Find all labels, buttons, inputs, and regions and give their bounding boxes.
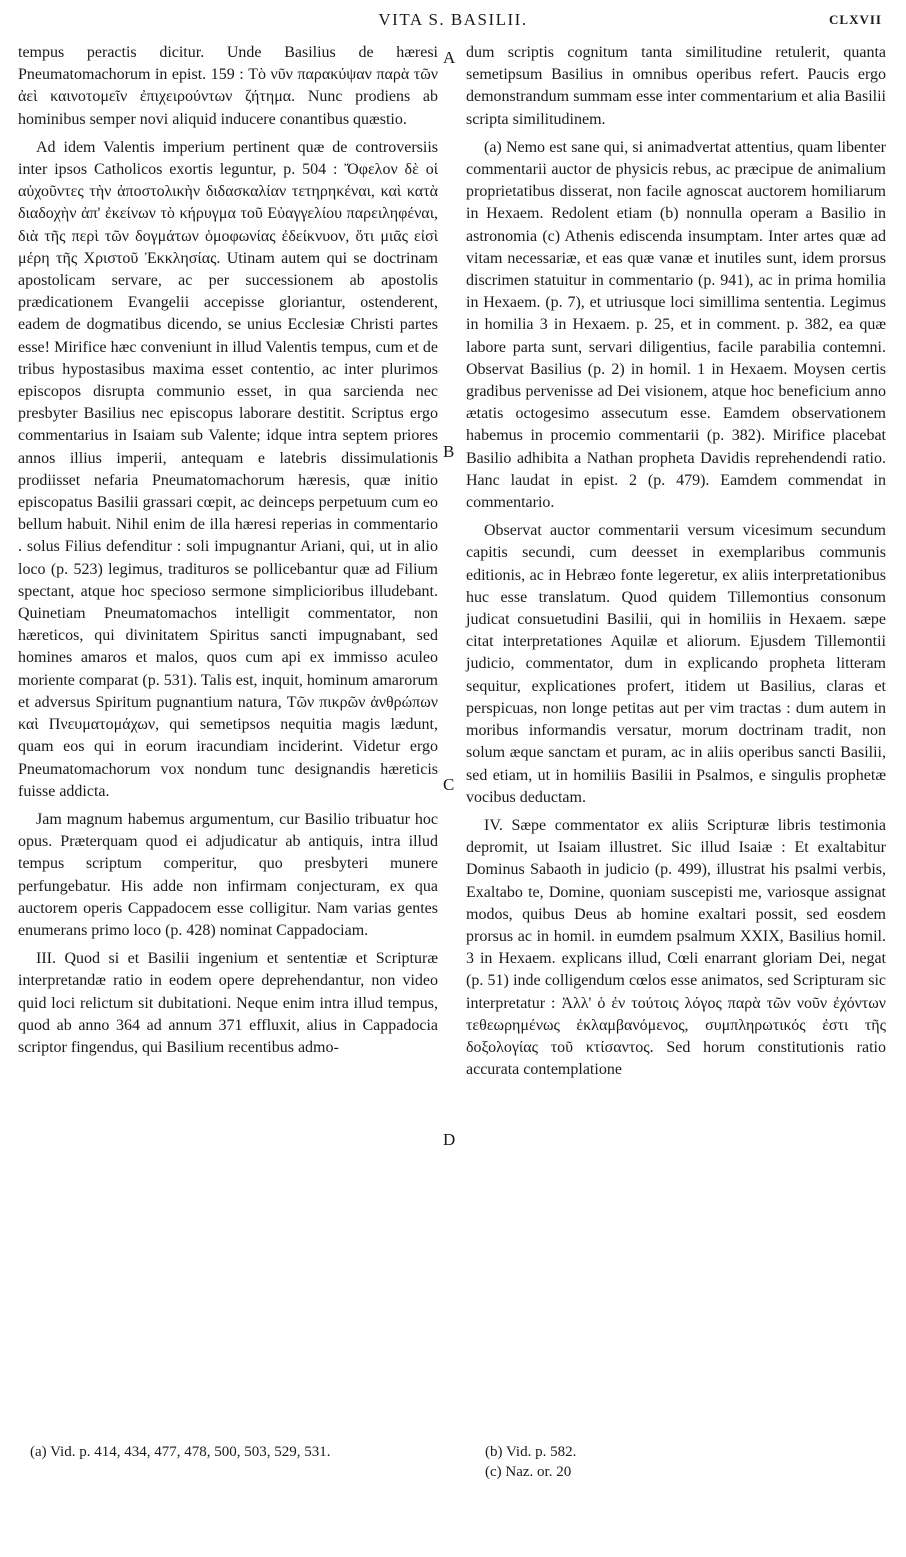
footnote: (a) Vid. p. 414, 434, 477, 478, 500, 503, 529, 531. [30, 1444, 331, 1460]
margin-letter-c: C [443, 775, 455, 794]
paragraph: tempus peractis dicitur. Unde Basilius de hæresi Pneumatomachorum in epist. 159 : Τὸ νῦν παρακύψαν παρὰ τῶν ἀεὶ καινοτομεῖν ἐπιχειρούντων ζήτημα. Nunc prodiens ab hominibus semper novi aliquid inducere conantibus quæstio. [18, 44, 438, 128]
page-title: VITA S. BASILII. [378, 10, 528, 29]
paragraph: Observat auctor commentarii versum vicesimum secundum capitis secundi, cum deesset in exemplaribus communis editionis, ac in Hebræo fonte legeretur, ex aliis interpretationibus huc esse translatum. Quod quidem Tillemontius consonum judicat consuetudini Basilii, qui in homiliis in Hexaem. sæpe citat interpretationes Aquilæ et aliorum. Ejusdem Tillemontii judicio, commentator, dum in explicando propheta litteram sequitur, explicationes profert, itidem ut Basilius, claras et perspicuas, non longe petitas aut per vim tractas : dum autem in moribus informandis versatur, morum doctrinam tradit, non solum æque sanctam et puram, ac in aliis operibus sancti Basilii, sed etiam, ut in homiliis Basilii in Psalmos, e singulis prophetæ vocibus deductam. [466, 522, 886, 806]
paragraph: Jam magnum habemus argumentum, cur Basilio tribuatur hoc opus. Præterquam quod ei adjudicatur ab antiquis, intra illud tempus scriptum comperitur, quo presbyteri munere perfungebatur. His adde non infirmam conjecturam, ex qua auctorem operis Cappadocem esse colligitur. Nam varias gentes enumerans primo loco (p. 428) nominat Cappadociam. [18, 810, 438, 939]
paragraph: IV. Sæpe commentator ex aliis Scripturæ libris testimonia depromit, ut Isaiam illustret. Sic illud Isaiæ : Et exaltabitur Dominus Sabaoth in judicio (p. 499), illustrat his psalmi verbis, Exaltabo te, Domine, quoniam suscepisti me, variosque assignat modos, quibus Deus ab homine exaltari possit, sed eosdem prorsus ac in homil. in eumdem psalmum XXIX, Basilius homil. 3 in Hexaem. explicans illud, Cœli enarrant gloriam Dei, negat (p. 51) inde colligendum cœlos esse animatos, sed Scripturam sic interpretatur : Ἀλλ' ὁ ἐν τούτοις λόγος παρὰ τῶν νοῦν ἐχόντων τεθεωρημένως ἐκλαμβανόμενος, συμπληρωτικός ἐστι τῆς δοξολογίας τοῦ κτίσαντος. Sed horum constitutionis ratio accurata contemplatione [466, 816, 886, 1079]
running-header [0, 10, 906, 40]
right-column [466, 42, 886, 1087]
left-column [18, 42, 438, 1065]
footnotes-right [485, 1442, 785, 1482]
page-number: CLXVII [829, 12, 882, 27]
paragraph: dum scriptis cognitum tanta similitudine retulerit, quanta semetipsum Basilius in omnibus operibus refert. Paucis ergo demonstrandum summam esse inter commentarium et alia Basilii scripta similitudinem. [466, 44, 886, 128]
paragraph: Ad idem Valentis imperium pertinent quæ de controversiis inter ipsos Catholicos exortis leguntur, p. 504 : Ὄφελον δὲ οἱ αὐχοῦντες τὴν ἀποστολικὴν διδασκαλίαν τετηρηκέναι, καὶ κατὰ διαδοχὴν ἀπ' ἐκείνων τὸ κήρυγμα τοῦ Εὐαγγελίου παρειληφέναι, διὰ τῆς περὶ τῶν δογμάτων ὁμοφωνίας ἐδείκνυον, ὅτι μιᾶς εἰσὶ μέρη τῆς Χριστοῦ Ἐκκλησίας. Utinam autem qui se doctrinam apostolicam servare, ac per successionem ab apostolis prædicationem Evangelii accepisse gloriantur, ostenderent, eadem de dogmatibus dicendo, se unius Ecclesiæ Christi partes esse! Mirifice hæc conveniunt in illud Valentis tempus, cum et de tribus hypostasibus maxima esset contentio, ac inter plurimos episcopos disrupta communio esset, in qua sarcienda nec presbyter Basilius nec episcopus laborare destitit. Scriptus ergo commentarius in Isaiam sub Valente; idque intra septem priores annos illius imperii, antequam e latebris dissimulationis prodiisset nefaria Pneumatomachorum hæresis, quæ initio episcopatus Basilii grassari cœpit, ac deinceps perpetuum cum eo bellum habuit. Nihil enim de illa hæresi reperias in commentario . solus Filius defenditur : soli impugnantur Ariani, qui, ut in alio loco (p. 523) legimus, tradituros se pollicebantur quæ ad Filium spectant, atque hoc specioso sermone simplicioribus illudebant. Quinetiam Pneumatomachos intelligit commentator, non hæreticos, qui divinitatem Spiritus sancti impugnabant, sed homines amaros et malos, quos cum api ex immisso aculeo moriente comparat (p. 531). Talis est, inquit, hominum amarorum et adversus Spiritum pugnantium natura, Τῶν πικρῶν ἀνθρώπων καὶ Πνευματομάχων, qui semetipsos nequitia magis lædunt, quam eos qui in eorum iracundiam inciderint. Videtur ergo Pneumatomachorum vox nondum tunc designandis hæreticis fuisse addicta. [18, 138, 438, 800]
paragraph: (a) Nemo est sane qui, si animadvertat attentius, quam libenter commentarii auctor de physicis rebus, ac præcipue de animalium proprietatibus disserat, non facile agnoscat auctorem homiliarum in Hexaem. Redolent etiam (b) nonnulla operam a Basilio in astronomia (c) Athenis ediscenda insumptam. Inter artes quæ ad vitam necessariæ, et eas quæ vanæ et inutiles sunt, idem prorsus discrimen statuitur in commentario (p. 941), ac in prima homilia in Hexaem. (p. 7), et utriusque loci simillima sententia. Legimus in homilia 3 in Hexaem. p. 25, et in comment. p. 382, ea quæ labore parta sunt, servari diligentius, facile parabilia contemni. Observat Basilius (p. 2) in homil. 1 in Hexaem. Moysen certis gradibus pervenisse ad Dei visionem, atque hoc beneficium anno ætatis octogesimo assecutum esse. Eamdem observationem habemus in procemio commentarii (p. 382). Mirifice placebat Basilio adhibita a Nathan propheta Davidis reprehendendi ratio. Hanc laudat in epist. 2 (p. 479). Eamdem commendat in commentario. [466, 138, 886, 512]
footnotes-left [30, 1442, 438, 1462]
footnote: (c) Naz. or. 20 [485, 1464, 572, 1480]
footnote: (b) Vid. p. 582. [485, 1444, 577, 1460]
margin-letter-a: A [443, 48, 456, 67]
margin-letter-d: D [443, 1130, 456, 1149]
margin-letter-b: B [443, 442, 455, 461]
paragraph: III. Quod si et Basilii ingenium et sententiæ et Scripturæ interpretandæ ratio in eodem opere deprehendantur, non video quid loci relictum sit dubitationi. Neque enim intra illud tempus, quod ab anno 364 ad annum 371 effluxit, alius in Cappadocia scriptor fingendus, qui Basilium recentibus admo- [18, 950, 438, 1056]
